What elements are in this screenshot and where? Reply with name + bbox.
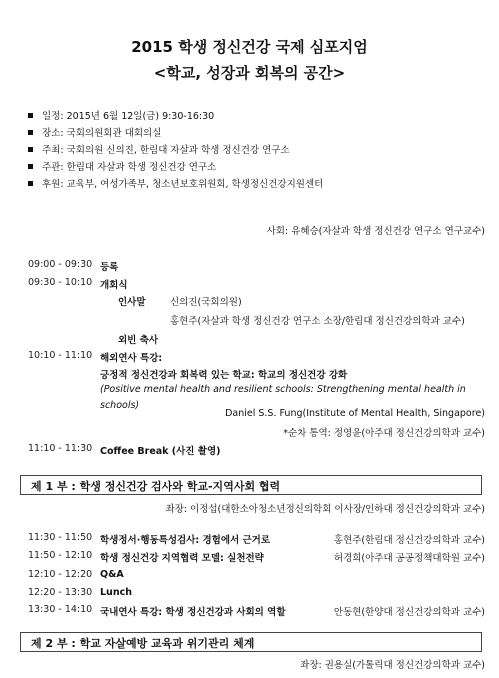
keynote-title-en-1: (Positive mental health and resilient schools: Strengthening mental health in — [100, 384, 466, 395]
part1-item-speaker: 홍현주(한림대 정신건강의학과 교수) — [333, 535, 485, 546]
info-sponsor: 후원: 교육부, 여성가족부, 청소년보호위원회, 학생정신건강지원센터 — [28, 176, 323, 190]
square-bullet-icon — [28, 147, 33, 152]
part1-title: 제 1 부 : 학생 정신건강 검사와 학교-지역사회 협력 — [31, 480, 281, 493]
part1-item-title: 학생정서·행동특성검사: 경험에서 근거로 — [100, 535, 271, 546]
keynote-label: 해외연사 특강: — [100, 353, 163, 364]
info-organizer: 주관: 한림대 자살과 학생 정신건강 연구소 — [28, 159, 216, 173]
keynote-title-en-2: schools) — [100, 400, 140, 411]
page-title: 2015 학생 정신건강 국제 심포지엄 — [131, 38, 368, 56]
square-bullet-icon — [28, 164, 33, 169]
part1-item-time: 12:20 - 13:30 — [28, 587, 93, 598]
part1-item-time: 11:30 - 11:50 — [28, 532, 93, 543]
part2-chair: 좌장: 권용실(가톨릭대 정신건강의학과 교수) — [300, 660, 485, 671]
info-schedule: 일정: 2015년 6월 12일(금) 9:30-16:30 — [28, 108, 214, 122]
part1-item-title: 학생 정신건강 지역협력 모델: 실천전략 — [100, 553, 264, 564]
greeting-speaker-2: 홍현주(자살과 학생 정신건강 연구소 소장/한림대 정신건강의학과 교수) — [170, 316, 465, 327]
info-venue: 장소: 국회의원회관 대회의실 — [28, 125, 161, 139]
square-bullet-icon — [28, 130, 33, 135]
keynote-interpreter: *순차 통역: 정영윤(아주대 정신건강의학과 교수) — [283, 428, 485, 439]
part1-item-time: 12:10 - 12:20 — [28, 569, 93, 580]
keynote-speaker: Daniel S.S. Fung(Institute of Mental Health, Singapore) — [225, 408, 485, 419]
part1-item-title: Q&A — [100, 569, 124, 580]
registration-label: 등록 — [100, 262, 119, 273]
part1-item-time: 11:50 - 12:10 — [28, 550, 93, 561]
square-bullet-icon — [28, 181, 33, 186]
part1-item-speaker: 안동현(한양대 정신건강의학과 교수) — [333, 607, 485, 618]
part2-header — [20, 632, 482, 652]
square-bullet-icon — [28, 113, 33, 118]
part1-item-title: Lunch — [100, 587, 132, 598]
part2-title: 제 2 부 : 학교 자살예방 교육과 위기관리 체계 — [31, 637, 255, 650]
moderator: 사회: 유혜승(자살과 학생 정신건강 연구소 연구교수) — [266, 226, 485, 237]
part1-header — [20, 475, 482, 495]
opening-label: 개회식 — [100, 280, 128, 291]
part1-item-time: 13:30 - 14:10 — [28, 604, 93, 615]
part1-item-speaker: 허경희(아주대 공공정책대학원 교수) — [333, 553, 485, 564]
time-break: 11:10 - 11:30 — [28, 443, 93, 454]
time-keynote: 10:10 - 11:10 — [28, 350, 93, 361]
greeting-label: 인사말 — [118, 297, 146, 308]
part1-chair: 좌장: 이정섭(대한소아청소년정신의학회 이사장/인하대 정신건강의학과 교수) — [165, 504, 485, 515]
break-label: Coffee Break (사진 촬영) — [100, 446, 221, 457]
guest-address-label: 외빈 축사 — [118, 335, 159, 346]
time-opening: 09:30 - 10:10 — [28, 277, 93, 288]
keynote-title-ko: 긍정적 정신건강과 회복력 있는 학교: 학교의 정신건강 강화 — [100, 370, 348, 381]
time-registration: 09:00 - 09:30 — [28, 259, 93, 270]
part1-item-title: 국내연사 특강: 학생 정신건강과 사회의 역할 — [100, 607, 286, 618]
info-host: 주최: 국회의원 신의진, 한림대 자살과 학생 정신건강 연구소 — [28, 142, 290, 156]
greeting-speaker-1: 신의진(국회의원) — [170, 297, 242, 308]
page-subtitle: <학교, 성장과 회복의 공간> — [153, 64, 346, 82]
